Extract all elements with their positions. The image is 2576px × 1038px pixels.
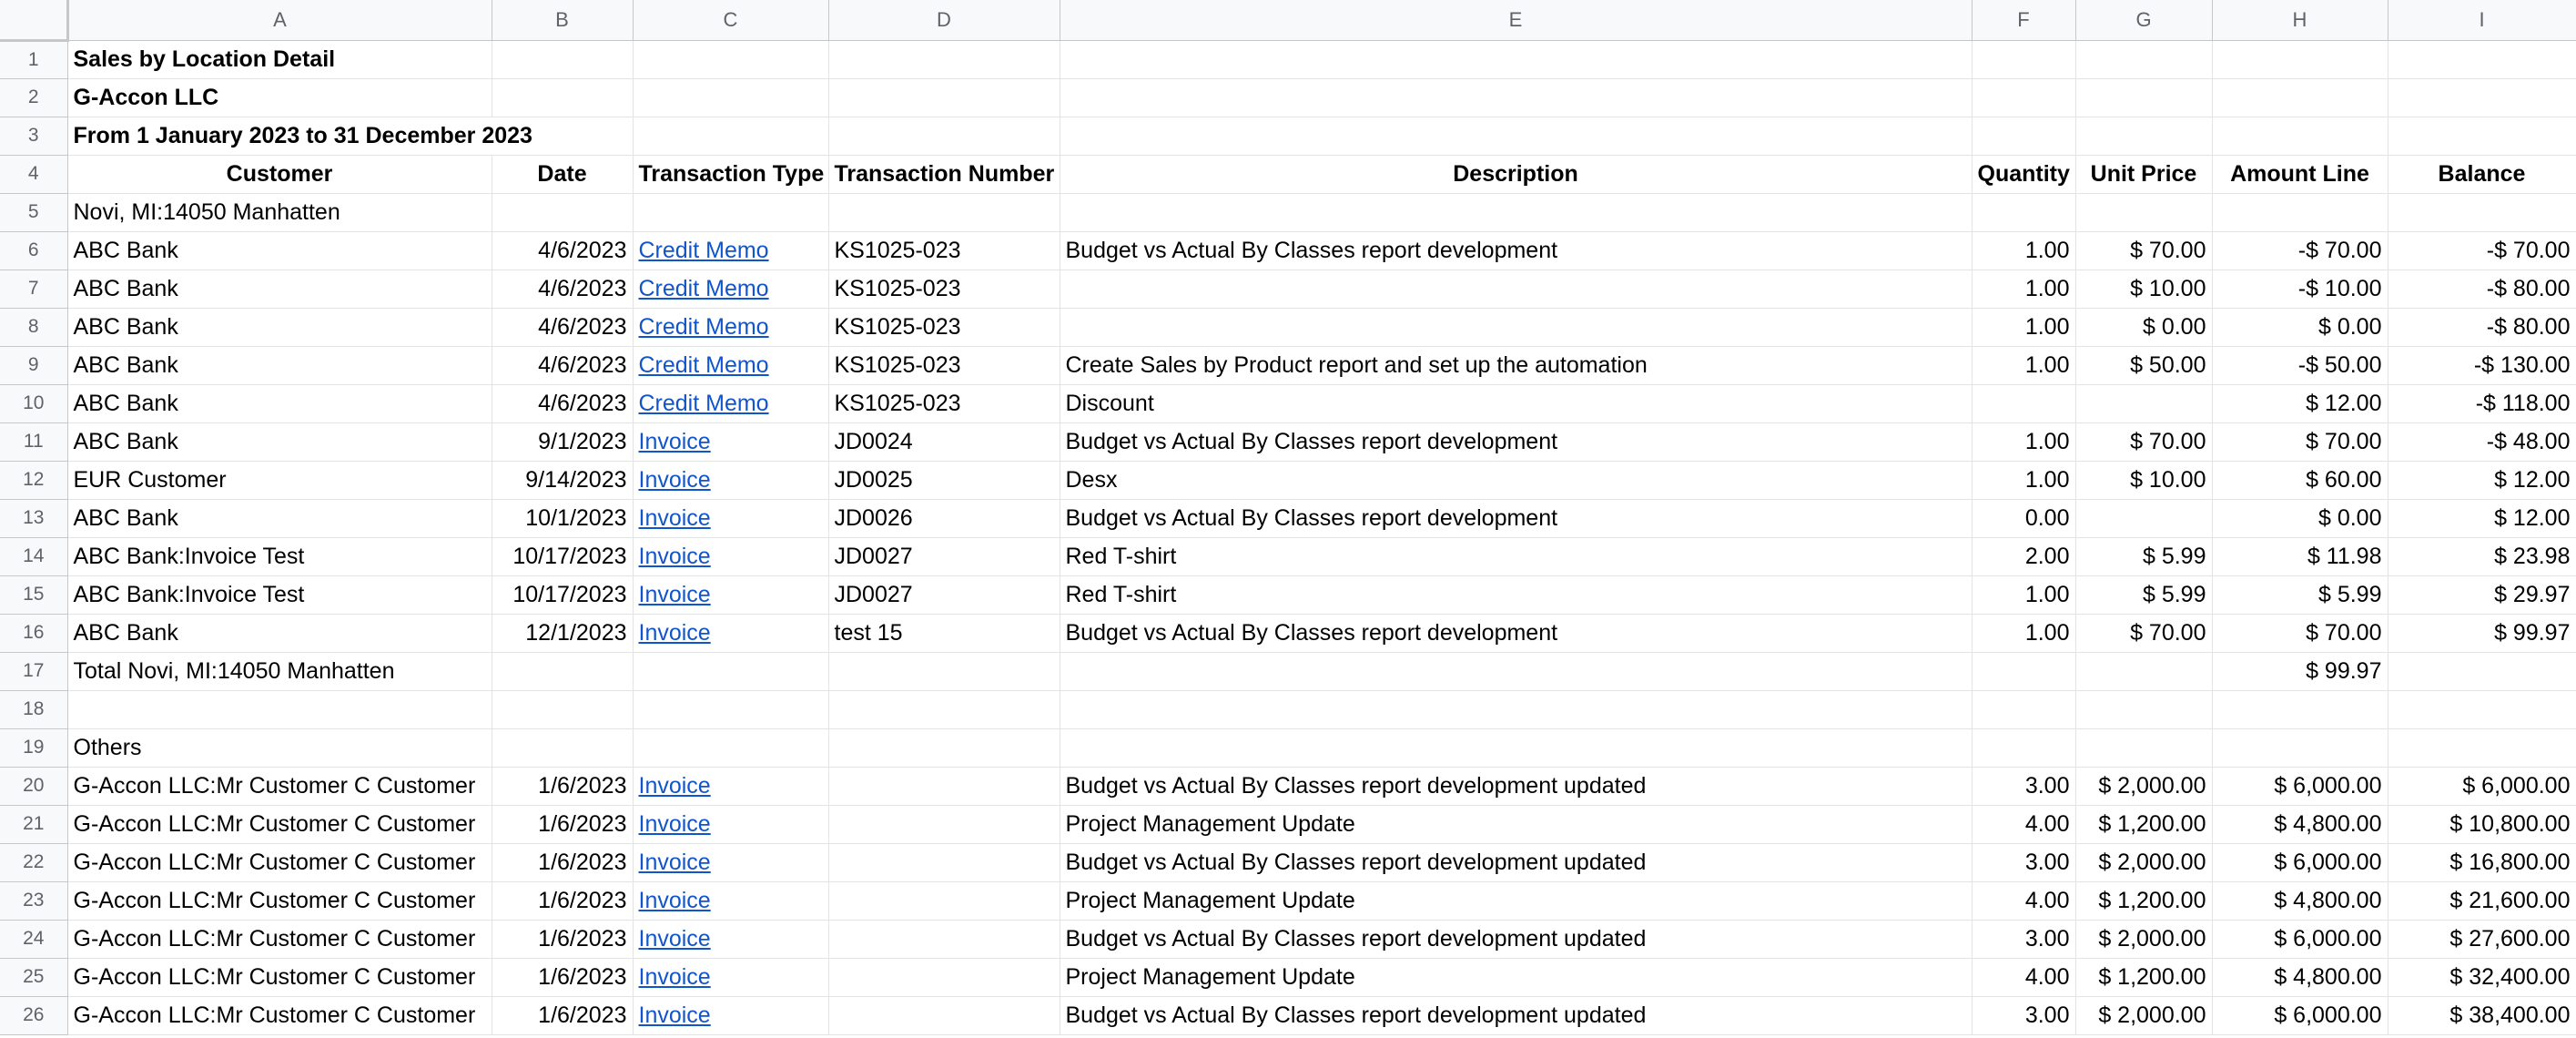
customer-cell[interactable]: G-Accon LLC:Mr Customer C Customer — [67, 767, 492, 805]
cell[interactable] — [1060, 78, 1972, 117]
quantity-cell[interactable]: 4.00 — [1972, 805, 2075, 843]
unit-price-cell[interactable] — [2075, 499, 2212, 537]
balance-cell[interactable]: $ 12.00 — [2388, 499, 2576, 537]
quantity-cell[interactable]: 1.00 — [1972, 461, 2075, 499]
table-row — [0, 805, 2576, 843]
transaction-number-cell[interactable] — [828, 805, 1060, 843]
cell[interactable] — [1060, 117, 1972, 155]
transaction-number-cell[interactable]: KS1025-023 — [828, 231, 1060, 270]
date-cell[interactable]: 1/6/2023 — [492, 920, 633, 958]
cell[interactable] — [2388, 40, 2576, 78]
description-cell[interactable]: Budget vs Actual By Classes report development — [1060, 231, 1972, 270]
table-row — [0, 308, 2576, 346]
table-row — [0, 958, 2576, 996]
row-header[interactable]: 15 — [0, 575, 67, 614]
table-row — [0, 499, 2576, 537]
cell[interactable] — [633, 78, 828, 117]
transaction-type-cell[interactable] — [633, 728, 828, 767]
transaction-type-cell[interactable]: Invoice — [633, 537, 828, 575]
header-unit-price[interactable]: Unit Price — [2075, 155, 2212, 193]
transaction-type-cell[interactable]: Invoice — [633, 461, 828, 499]
balance-cell[interactable]: $ 99.97 — [2388, 614, 2576, 652]
date-cell[interactable]: 4/6/2023 — [492, 270, 633, 308]
transaction-number-cell[interactable] — [828, 996, 1060, 1034]
column-header-b[interactable]: B — [492, 0, 633, 40]
transaction-type-cell[interactable]: Invoice — [633, 920, 828, 958]
amount-line-cell[interactable]: $ 4,800.00 — [2212, 958, 2388, 996]
transaction-number-cell[interactable]: JD0027 — [828, 537, 1060, 575]
transaction-number-cell[interactable]: JD0024 — [828, 422, 1060, 461]
quantity-cell[interactable]: 3.00 — [1972, 996, 2075, 1034]
header-description[interactable]: Description — [1060, 155, 1972, 193]
transaction-type-cell[interactable] — [633, 690, 828, 728]
transaction-type-cell[interactable]: Credit Memo — [633, 384, 828, 422]
transaction-number-cell[interactable] — [828, 652, 1060, 690]
row-header[interactable]: 24 — [0, 920, 67, 958]
transaction-type-cell[interactable]: Invoice — [633, 958, 828, 996]
date-cell[interactable]: 12/1/2023 — [492, 614, 633, 652]
description-cell[interactable]: Discount — [1060, 384, 1972, 422]
table-row — [0, 767, 2576, 805]
unit-price-cell[interactable] — [2075, 728, 2212, 767]
balance-cell[interactable] — [2388, 193, 2576, 231]
report-company-cell[interactable]: G-Accon LLC — [67, 78, 492, 117]
quantity-cell[interactable]: 4.00 — [1972, 958, 2075, 996]
amount-line-cell[interactable]: -$ 50.00 — [2212, 346, 2388, 384]
row-header[interactable]: 21 — [0, 805, 67, 843]
header-transaction-type[interactable]: Transaction Type — [633, 155, 828, 193]
unit-price-cell[interactable] — [2075, 384, 2212, 422]
table-row — [0, 843, 2576, 881]
header-balance[interactable]: Balance — [2388, 155, 2576, 193]
column-header-g[interactable]: G — [2075, 0, 2212, 40]
table-row — [0, 996, 2576, 1034]
description-cell[interactable]: Budget vs Actual By Classes report development updated — [1060, 767, 1972, 805]
cell[interactable] — [2388, 117, 2576, 155]
date-cell[interactable]: 10/17/2023 — [492, 537, 633, 575]
description-cell[interactable]: Budget vs Actual By Classes report development — [1060, 422, 1972, 461]
cell[interactable] — [633, 40, 828, 78]
balance-cell[interactable]: $ 38,400.00 — [2388, 996, 2576, 1034]
customer-cell[interactable]: ABC Bank:Invoice Test — [67, 537, 492, 575]
amount-line-cell[interactable]: $ 6,000.00 — [2212, 843, 2388, 881]
quantity-cell[interactable]: 0.00 — [1972, 499, 2075, 537]
balance-cell[interactable]: -$ 80.00 — [2388, 270, 2576, 308]
row-header[interactable]: 4 — [0, 155, 67, 193]
unit-price-cell[interactable] — [2075, 193, 2212, 231]
customer-cell[interactable]: G-Accon LLC:Mr Customer C Customer — [67, 958, 492, 996]
amount-line-cell[interactable] — [2212, 193, 2388, 231]
amount-line-cell[interactable]: $ 70.00 — [2212, 614, 2388, 652]
balance-cell[interactable]: $ 23.98 — [2388, 537, 2576, 575]
unit-price-cell[interactable]: $ 10.00 — [2075, 270, 2212, 308]
transaction-number-cell[interactable]: JD0027 — [828, 575, 1060, 614]
amount-line-cell[interactable]: $ 99.97 — [2212, 652, 2388, 690]
amount-line-cell[interactable]: -$ 10.00 — [2212, 270, 2388, 308]
balance-cell[interactable]: $ 32,400.00 — [2388, 958, 2576, 996]
unit-price-cell[interactable]: $ 2,000.00 — [2075, 843, 2212, 881]
customer-cell[interactable]: Novi, MI:14050 Manhatten — [67, 193, 492, 231]
customer-cell[interactable]: ABC Bank — [67, 422, 492, 461]
cell[interactable] — [492, 78, 633, 117]
balance-cell[interactable]: -$ 70.00 — [2388, 231, 2576, 270]
row-header[interactable]: 3 — [0, 117, 67, 155]
unit-price-cell[interactable]: $ 2,000.00 — [2075, 920, 2212, 958]
customer-cell[interactable]: G-Accon LLC:Mr Customer C Customer — [67, 920, 492, 958]
quantity-cell[interactable]: 3.00 — [1972, 920, 2075, 958]
transaction-type-cell[interactable]: Invoice — [633, 575, 828, 614]
date-cell[interactable]: 10/1/2023 — [492, 499, 633, 537]
customer-cell[interactable]: Total Novi, MI:14050 Manhatten — [67, 652, 492, 690]
cell[interactable] — [828, 78, 1060, 117]
transaction-type-cell[interactable] — [633, 193, 828, 231]
table-row — [0, 537, 2576, 575]
cell[interactable] — [2075, 117, 2212, 155]
row-header[interactable]: 19 — [0, 728, 67, 767]
description-cell[interactable]: Budget vs Actual By Classes report development updated — [1060, 843, 1972, 881]
transaction-number-cell[interactable]: KS1025-023 — [828, 270, 1060, 308]
row-header[interactable]: 6 — [0, 231, 67, 270]
report-period-cell[interactable]: From 1 January 2023 to 31 December 2023 — [67, 117, 633, 155]
unit-price-cell[interactable]: $ 1,200.00 — [2075, 881, 2212, 920]
cell[interactable] — [2075, 40, 2212, 78]
transaction-number-cell[interactable] — [828, 728, 1060, 767]
amount-line-cell[interactable]: $ 4,800.00 — [2212, 805, 2388, 843]
description-cell[interactable]: Project Management Update — [1060, 958, 1972, 996]
cell[interactable] — [2075, 78, 2212, 117]
unit-price-cell[interactable]: $ 10.00 — [2075, 461, 2212, 499]
column-header-f[interactable]: F — [1972, 0, 2075, 40]
quantity-cell[interactable] — [1972, 690, 2075, 728]
transaction-type-cell[interactable]: Invoice — [633, 881, 828, 920]
row-header[interactable]: 11 — [0, 422, 67, 461]
row-header[interactable]: 18 — [0, 690, 67, 728]
cell[interactable] — [1972, 40, 2075, 78]
date-cell[interactable]: 1/6/2023 — [492, 805, 633, 843]
table-row — [0, 728, 2576, 767]
cell[interactable] — [2388, 78, 2576, 117]
amount-line-cell[interactable]: $ 60.00 — [2212, 461, 2388, 499]
date-cell[interactable]: 9/1/2023 — [492, 422, 633, 461]
balance-cell[interactable]: $ 6,000.00 — [2388, 767, 2576, 805]
unit-price-cell[interactable]: $ 70.00 — [2075, 231, 2212, 270]
customer-cell[interactable]: ABC Bank — [67, 231, 492, 270]
unit-price-cell[interactable]: $ 2,000.00 — [2075, 996, 2212, 1034]
amount-line-cell[interactable] — [2212, 690, 2388, 728]
transaction-type-cell[interactable]: Credit Memo — [633, 308, 828, 346]
row-header[interactable]: 20 — [0, 767, 67, 805]
table-row — [0, 690, 2576, 728]
transaction-type-cell[interactable]: Invoice — [633, 843, 828, 881]
description-cell[interactable] — [1060, 728, 1972, 767]
unit-price-cell[interactable]: $ 0.00 — [2075, 308, 2212, 346]
cell[interactable] — [1060, 40, 1972, 78]
row-header[interactable]: 2 — [0, 78, 67, 117]
description-cell[interactable]: Project Management Update — [1060, 881, 1972, 920]
table-row — [0, 193, 2576, 231]
table-row — [0, 920, 2576, 958]
column-header-e[interactable]: E — [1060, 0, 1972, 40]
table-row — [0, 384, 2576, 422]
customer-cell[interactable]: ABC Bank — [67, 614, 492, 652]
amount-line-cell[interactable]: $ 11.98 — [2212, 537, 2388, 575]
transaction-type-cell[interactable]: Invoice — [633, 805, 828, 843]
amount-line-cell[interactable]: $ 70.00 — [2212, 422, 2388, 461]
transaction-number-cell[interactable]: KS1025-023 — [828, 384, 1060, 422]
transaction-type-cell[interactable] — [633, 652, 828, 690]
description-cell[interactable] — [1060, 308, 1972, 346]
customer-cell[interactable]: EUR Customer — [67, 461, 492, 499]
quantity-cell[interactable] — [1972, 652, 2075, 690]
description-cell[interactable]: Project Management Update — [1060, 805, 1972, 843]
row-header[interactable]: 14 — [0, 537, 67, 575]
transaction-number-cell[interactable] — [828, 767, 1060, 805]
amount-line-cell[interactable]: $ 12.00 — [2212, 384, 2388, 422]
transaction-type-cell[interactable]: Invoice — [633, 614, 828, 652]
table-row — [0, 231, 2576, 270]
table-row — [0, 346, 2576, 384]
balance-cell[interactable]: -$ 118.00 — [2388, 384, 2576, 422]
unit-price-cell[interactable] — [2075, 652, 2212, 690]
quantity-cell[interactable]: 1.00 — [1972, 270, 2075, 308]
row-header[interactable]: 12 — [0, 461, 67, 499]
cell[interactable] — [2212, 40, 2388, 78]
transaction-number-cell[interactable]: KS1025-023 — [828, 346, 1060, 384]
quantity-cell[interactable]: 1.00 — [1972, 308, 2075, 346]
table-row — [0, 422, 2576, 461]
customer-cell[interactable]: G-Accon LLC:Mr Customer C Customer — [67, 996, 492, 1034]
cell[interactable] — [2212, 78, 2388, 117]
date-cell[interactable]: 1/6/2023 — [492, 767, 633, 805]
balance-cell[interactable]: -$ 80.00 — [2388, 308, 2576, 346]
description-cell[interactable]: Create Sales by Product report and set up the automation — [1060, 346, 1972, 384]
transaction-number-cell[interactable]: test 15 — [828, 614, 1060, 652]
customer-cell[interactable]: ABC Bank — [67, 270, 492, 308]
date-cell[interactable]: 1/6/2023 — [492, 958, 633, 996]
date-cell[interactable]: 9/14/2023 — [492, 461, 633, 499]
column-header-i[interactable]: I — [2388, 0, 2576, 40]
transaction-number-cell[interactable]: JD0026 — [828, 499, 1060, 537]
column-header-row — [0, 0, 2576, 40]
transaction-type-cell[interactable]: Credit Memo — [633, 346, 828, 384]
description-cell[interactable] — [1060, 690, 1972, 728]
table-row — [0, 575, 2576, 614]
description-cell[interactable]: Budget vs Actual By Classes report development updated — [1060, 996, 1972, 1034]
balance-cell[interactable]: $ 21,600.00 — [2388, 881, 2576, 920]
unit-price-cell[interactable]: $ 5.99 — [2075, 537, 2212, 575]
row-header[interactable]: 9 — [0, 346, 67, 384]
cell[interactable] — [1972, 78, 2075, 117]
amount-line-cell[interactable]: $ 6,000.00 — [2212, 996, 2388, 1034]
table-row — [0, 652, 2576, 690]
transaction-number-cell[interactable] — [828, 920, 1060, 958]
sheet-row-2 — [0, 78, 2576, 117]
transaction-type-cell[interactable]: Credit Memo — [633, 231, 828, 270]
unit-price-cell[interactable]: $ 50.00 — [2075, 346, 2212, 384]
column-header-c[interactable]: C — [633, 0, 828, 40]
balance-cell[interactable]: $ 29.97 — [2388, 575, 2576, 614]
transaction-type-cell[interactable]: Credit Memo — [633, 270, 828, 308]
row-header[interactable]: 22 — [0, 843, 67, 881]
balance-cell[interactable]: -$ 130.00 — [2388, 346, 2576, 384]
balance-cell[interactable]: $ 27,600.00 — [2388, 920, 2576, 958]
customer-cell[interactable] — [67, 690, 492, 728]
table-row — [0, 270, 2576, 308]
row-header[interactable]: 8 — [0, 308, 67, 346]
column-header-a[interactable]: A — [67, 0, 492, 40]
sheet-row-1 — [0, 40, 2576, 78]
cell[interactable] — [1972, 117, 2075, 155]
row-header[interactable]: 25 — [0, 958, 67, 996]
quantity-cell[interactable]: 1.00 — [1972, 346, 2075, 384]
row-header[interactable]: 5 — [0, 193, 67, 231]
customer-cell[interactable]: ABC Bank — [67, 384, 492, 422]
balance-cell[interactable]: $ 10,800.00 — [2388, 805, 2576, 843]
quantity-cell[interactable]: 1.00 — [1972, 422, 2075, 461]
row-header[interactable]: 13 — [0, 499, 67, 537]
date-cell[interactable]: 10/17/2023 — [492, 575, 633, 614]
transaction-number-cell[interactable] — [828, 881, 1060, 920]
amount-line-cell[interactable] — [2212, 728, 2388, 767]
row-header[interactable]: 10 — [0, 384, 67, 422]
balance-cell[interactable]: $ 12.00 — [2388, 461, 2576, 499]
description-cell[interactable]: Red T-shirt — [1060, 575, 1972, 614]
date-cell[interactable]: 4/6/2023 — [492, 231, 633, 270]
row-header[interactable]: 23 — [0, 881, 67, 920]
description-cell[interactable]: Budget vs Actual By Classes report development updated — [1060, 920, 1972, 958]
unit-price-cell[interactable]: $ 5.99 — [2075, 575, 2212, 614]
date-cell[interactable]: 1/6/2023 — [492, 996, 633, 1034]
balance-cell[interactable] — [2388, 690, 2576, 728]
select-all-corner[interactable] — [0, 0, 67, 40]
row-header[interactable]: 1 — [0, 40, 67, 78]
quantity-cell[interactable]: 3.00 — [1972, 843, 2075, 881]
customer-cell[interactable]: G-Accon LLC:Mr Customer C Customer — [67, 843, 492, 881]
cell[interactable] — [828, 40, 1060, 78]
transaction-number-cell[interactable] — [828, 843, 1060, 881]
table-row — [0, 614, 2576, 652]
transaction-number-cell[interactable]: JD0025 — [828, 461, 1060, 499]
transaction-type-cell[interactable]: Invoice — [633, 767, 828, 805]
amount-line-cell[interactable]: $ 4,800.00 — [2212, 881, 2388, 920]
row-header[interactable]: 26 — [0, 996, 67, 1034]
header-date[interactable]: Date — [492, 155, 633, 193]
unit-price-cell[interactable]: $ 70.00 — [2075, 614, 2212, 652]
table-row — [0, 461, 2576, 499]
customer-cell[interactable]: G-Accon LLC:Mr Customer C Customer — [67, 881, 492, 920]
description-cell[interactable]: Desx — [1060, 461, 1972, 499]
date-cell[interactable]: 4/6/2023 — [492, 308, 633, 346]
description-cell[interactable] — [1060, 270, 1972, 308]
cell[interactable] — [633, 117, 828, 155]
customer-cell[interactable]: ABC Bank — [67, 346, 492, 384]
amount-line-cell[interactable]: $ 0.00 — [2212, 308, 2388, 346]
quantity-cell[interactable] — [1972, 384, 2075, 422]
header-transaction-number[interactable]: Transaction Number — [828, 155, 1060, 193]
quantity-cell[interactable] — [1972, 728, 2075, 767]
unit-price-cell[interactable]: $ 2,000.00 — [2075, 767, 2212, 805]
header-quantity[interactable]: Quantity — [1972, 155, 2075, 193]
customer-cell[interactable]: ABC Bank:Invoice Test — [67, 575, 492, 614]
quantity-cell[interactable]: 1.00 — [1972, 575, 2075, 614]
column-header-d[interactable]: D — [828, 0, 1060, 40]
row-header[interactable]: 7 — [0, 270, 67, 308]
description-cell[interactable]: Red T-shirt — [1060, 537, 1972, 575]
sheet-row-3 — [0, 117, 2576, 155]
date-cell[interactable]: 1/6/2023 — [492, 843, 633, 881]
row-header[interactable]: 16 — [0, 614, 67, 652]
date-cell[interactable] — [492, 728, 633, 767]
cell[interactable] — [2212, 117, 2388, 155]
transaction-number-cell[interactable] — [828, 958, 1060, 996]
customer-cell[interactable]: ABC Bank — [67, 499, 492, 537]
sheet-row-4 — [0, 155, 2576, 193]
cell[interactable] — [828, 117, 1060, 155]
date-cell[interactable]: 4/6/2023 — [492, 346, 633, 384]
transaction-number-cell[interactable] — [828, 690, 1060, 728]
customer-cell[interactable]: G-Accon LLC:Mr Customer C Customer — [67, 805, 492, 843]
transaction-number-cell[interactable] — [828, 193, 1060, 231]
unit-price-cell[interactable]: $ 1,200.00 — [2075, 958, 2212, 996]
balance-cell[interactable] — [2388, 728, 2576, 767]
description-cell[interactable] — [1060, 193, 1972, 231]
customer-cell[interactable]: Others — [67, 728, 492, 767]
unit-price-cell[interactable]: $ 70.00 — [2075, 422, 2212, 461]
balance-cell[interactable]: -$ 48.00 — [2388, 422, 2576, 461]
amount-line-cell[interactable]: $ 0.00 — [2212, 499, 2388, 537]
quantity-cell[interactable]: 4.00 — [1972, 881, 2075, 920]
cell[interactable] — [492, 40, 633, 78]
date-cell[interactable] — [492, 193, 633, 231]
transaction-type-cell[interactable]: Invoice — [633, 422, 828, 461]
date-cell[interactable] — [492, 690, 633, 728]
transaction-type-cell[interactable]: Invoice — [633, 996, 828, 1034]
table-row — [0, 881, 2576, 920]
transaction-number-cell[interactable]: KS1025-023 — [828, 308, 1060, 346]
description-cell[interactable]: Budget vs Actual By Classes report development — [1060, 614, 1972, 652]
unit-price-cell[interactable] — [2075, 690, 2212, 728]
header-amount-line[interactable]: Amount Line — [2212, 155, 2388, 193]
quantity-cell[interactable]: 2.00 — [1972, 537, 2075, 575]
quantity-cell[interactable]: 3.00 — [1972, 767, 2075, 805]
quantity-cell[interactable] — [1972, 193, 2075, 231]
customer-cell[interactable]: ABC Bank — [67, 308, 492, 346]
balance-cell[interactable] — [2388, 652, 2576, 690]
amount-line-cell[interactable]: -$ 70.00 — [2212, 231, 2388, 270]
date-cell[interactable]: 4/6/2023 — [492, 384, 633, 422]
description-cell[interactable] — [1060, 652, 1972, 690]
row-header[interactable]: 17 — [0, 652, 67, 690]
quantity-cell[interactable]: 1.00 — [1972, 614, 2075, 652]
transaction-type-cell[interactable]: Invoice — [633, 499, 828, 537]
quantity-cell[interactable]: 1.00 — [1972, 231, 2075, 270]
unit-price-cell[interactable]: $ 1,200.00 — [2075, 805, 2212, 843]
column-header-h[interactable]: H — [2212, 0, 2388, 40]
amount-line-cell[interactable]: $ 5.99 — [2212, 575, 2388, 614]
amount-line-cell[interactable]: $ 6,000.00 — [2212, 767, 2388, 805]
balance-cell[interactable]: $ 16,800.00 — [2388, 843, 2576, 881]
report-title-cell[interactable]: Sales by Location Detail — [67, 40, 492, 78]
date-cell[interactable] — [492, 652, 633, 690]
description-cell[interactable]: Budget vs Actual By Classes report development — [1060, 499, 1972, 537]
amount-line-cell[interactable]: $ 6,000.00 — [2212, 920, 2388, 958]
header-customer[interactable]: Customer — [67, 155, 492, 193]
date-cell[interactable]: 1/6/2023 — [492, 881, 633, 920]
